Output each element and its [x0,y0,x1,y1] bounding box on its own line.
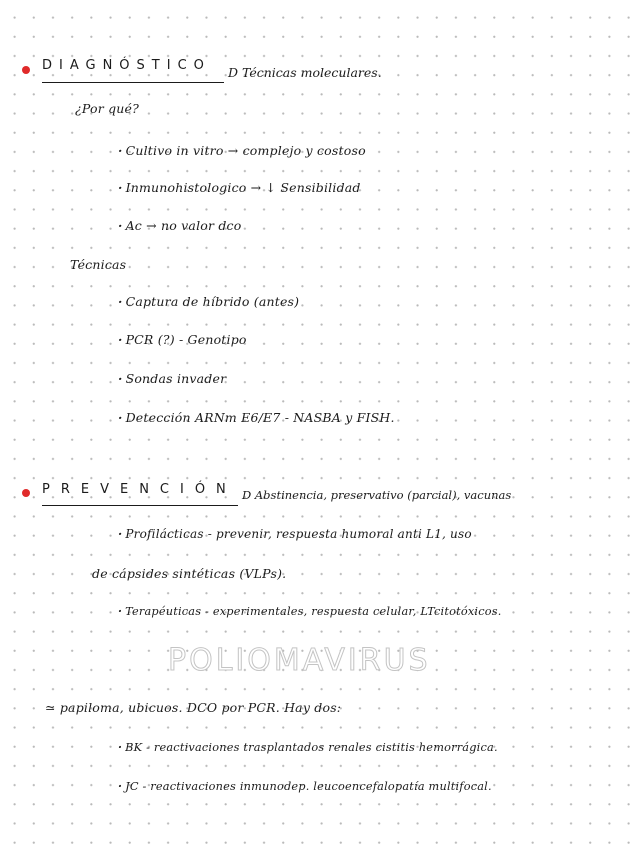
heading-underline [42,505,238,506]
red-bullet-icon [22,66,30,74]
list-item: · Inmunohistologico → ↓ Sensibilidad [118,180,361,195]
why-label: ¿Por qué? [75,101,140,116]
list-item: · Terapéuticas - experimentales, respuesta celular, LTcitotóxicos. [118,604,502,618]
list-item: · JC - reactivaciones inmunodep. leucoencefalopatía multifocal. [118,779,492,793]
section-heading-prevencion: PREVENCIÓN [42,482,237,497]
list-item: · Cultivo in vitro → complejo y costoso [118,143,366,158]
heading-underline [42,82,224,83]
section-heading-tail: D Técnicas moleculares. [228,65,382,80]
list-item: · BK - reactivaciones trasplantados renales cistitis hemorrágica. [118,740,498,754]
list-item: · Profilácticas - prevenir, respuesta humoral anti L1, uso [118,527,472,541]
list-item: · Captura de híbrido (antes) [118,294,300,309]
section-heading-tail: D Abstinencia, preservativo (parcial), vacunas [242,488,512,502]
list-item: · Sondas invader [118,371,227,386]
section-title-poliomavirus: POLIOMAVIRUS [168,643,431,678]
section-heading-diagnostico: DIAGNÓSTICO [42,58,211,73]
intro-line: ≃ papiloma, ubicuos. DCO por PCR. Hay dos: [45,700,342,715]
list-item: · PCR (?) - Genotipo [118,332,247,347]
list-item: · Ac → no valor dco [118,218,242,233]
list-item: · Detección ARNm E6/E7 - NASBA y FISH. [118,410,395,425]
red-bullet-icon [22,489,30,497]
list-item-continuation: de cápsides sintéticas (VLPs). [92,566,287,581]
techniques-label: Técnicas [70,257,127,272]
